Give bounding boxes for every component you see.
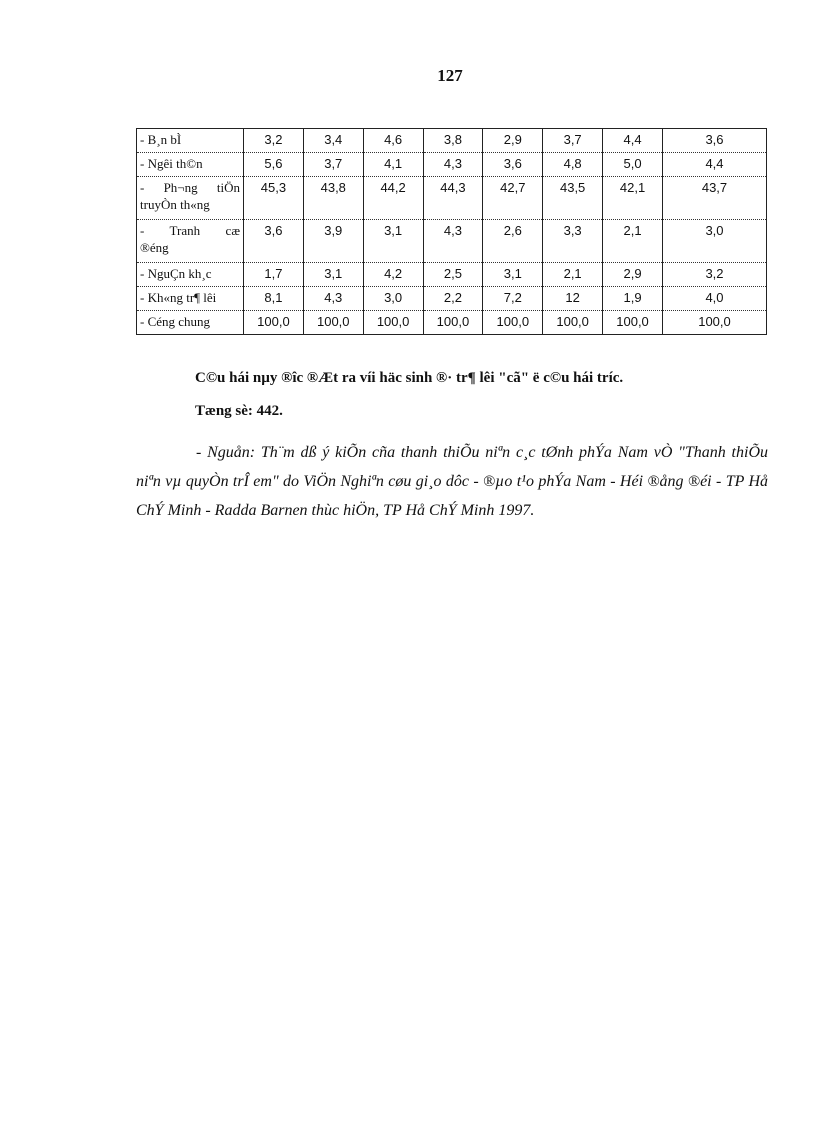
table-row [137, 287, 767, 311]
table-cell: 7,2 [483, 287, 543, 311]
table-cell: 3,7 [303, 153, 363, 177]
table-cell: 3,6 [244, 220, 304, 263]
table-cell: 2,1 [543, 263, 603, 287]
table-cell: 100,0 [363, 311, 423, 335]
table-cell: 3,6 [483, 153, 543, 177]
table-cell: 3,3 [543, 220, 603, 263]
table-cell: 1,9 [603, 287, 663, 311]
table-cell: 3,1 [483, 263, 543, 287]
table-cell: 3,4 [303, 129, 363, 153]
table-cell: 4,3 [423, 220, 483, 263]
table-cell: 100,0 [543, 311, 603, 335]
table-row [137, 263, 767, 287]
table-cell: 3,1 [363, 220, 423, 263]
table-cell: 100,0 [603, 311, 663, 335]
row-label [137, 177, 244, 220]
table-cell: 3,6 [663, 129, 767, 153]
source-citation [136, 438, 768, 525]
table-row [137, 177, 767, 220]
table-cell: 4,0 [663, 287, 767, 311]
table-cell: 44,2 [363, 177, 423, 220]
table-row [137, 220, 767, 263]
table-cell: 1,7 [244, 263, 304, 287]
table-cell: 100,0 [303, 311, 363, 335]
table-cell: 2,2 [423, 287, 483, 311]
row-label: - Ngêi th©n [137, 153, 244, 177]
table-cell: 3,8 [423, 129, 483, 153]
table-cell: 3,2 [663, 263, 767, 287]
table-cell: 3,2 [244, 129, 304, 153]
table-cell: 2,9 [483, 129, 543, 153]
table-cell: 3,0 [363, 287, 423, 311]
table-cell: 42,1 [603, 177, 663, 220]
table-cell: 3,7 [543, 129, 603, 153]
table-cell: 43,7 [663, 177, 767, 220]
table-row [137, 129, 767, 153]
table-cell: 4,4 [663, 153, 767, 177]
table-cell: 44,3 [423, 177, 483, 220]
table-cell: 8,1 [244, 287, 304, 311]
row-label-line2: ®éng [140, 240, 169, 255]
source-line1: - Nguån: Th¨m dß ý kiÕn cña thanh thiÕu niªn c¸c tØnh phÝa Nam vÒ [196, 444, 673, 461]
table-cell: 3,9 [303, 220, 363, 263]
table-cell: 4,3 [303, 287, 363, 311]
table-cell: 2,9 [603, 263, 663, 287]
table-cell: 100,0 [663, 311, 767, 335]
table-cell: 4,4 [603, 129, 663, 153]
row-label: - NguÇn kh¸c [137, 263, 244, 287]
table-cell: 3,0 [663, 220, 767, 263]
source-rest: "Thanh thiÕu niªn vµ quyÒn trÎ em" do ViÖn Nghiªn cøu gi¸o dôc - ®µo t¹o phÝa Nam - Héi ®ång ®éi - TP Hå ChÝ Minh - Radda Barnen thùc hiÖn, TP Hå ChÝ Minh 1997. [136, 444, 768, 519]
table-cell: 100,0 [423, 311, 483, 335]
row-label [137, 220, 244, 263]
table-cell: 4,8 [543, 153, 603, 177]
table-cell: 100,0 [244, 311, 304, 335]
row-label: - Kh«ng tr¶ lêi [137, 287, 244, 311]
table-cell: 4,3 [423, 153, 483, 177]
table-cell: 4,1 [363, 153, 423, 177]
row-label-line1: - Ph¬ng tiÖn [140, 180, 240, 195]
table-cell: 42,7 [483, 177, 543, 220]
question-note: C©u hái nµy ®îc ®Æt ra víi häc sinh ®· tr¶ lêi "cã" ë c©u hái tríc. [195, 370, 624, 386]
row-label: - Céng chung [137, 311, 244, 335]
row-label: - B¸n bÌ [137, 129, 244, 153]
page-number: 127 [437, 66, 463, 85]
table-cell: 2,5 [423, 263, 483, 287]
table-cell: 43,8 [303, 177, 363, 220]
table-cell: 4,6 [363, 129, 423, 153]
table-body [137, 129, 767, 335]
table-cell: 5,0 [603, 153, 663, 177]
table-row [137, 311, 767, 335]
table-cell: 12 [543, 287, 603, 311]
table-cell: 3,1 [303, 263, 363, 287]
table-cell: 100,0 [483, 311, 543, 335]
table-cell: 2,6 [483, 220, 543, 263]
table-cell: 45,3 [244, 177, 304, 220]
table-cell: 4,2 [363, 263, 423, 287]
table-cell: 2,1 [603, 220, 663, 263]
table-cell: 5,6 [244, 153, 304, 177]
row-label-line2: truyÒn th«ng [140, 197, 210, 212]
row-label-line1: - Tranh cæ [140, 223, 240, 238]
total-note: Tæng sè: 442. [195, 403, 283, 419]
table-row [137, 153, 767, 177]
table-cell: 43,5 [543, 177, 603, 220]
statistics-table [136, 128, 767, 335]
